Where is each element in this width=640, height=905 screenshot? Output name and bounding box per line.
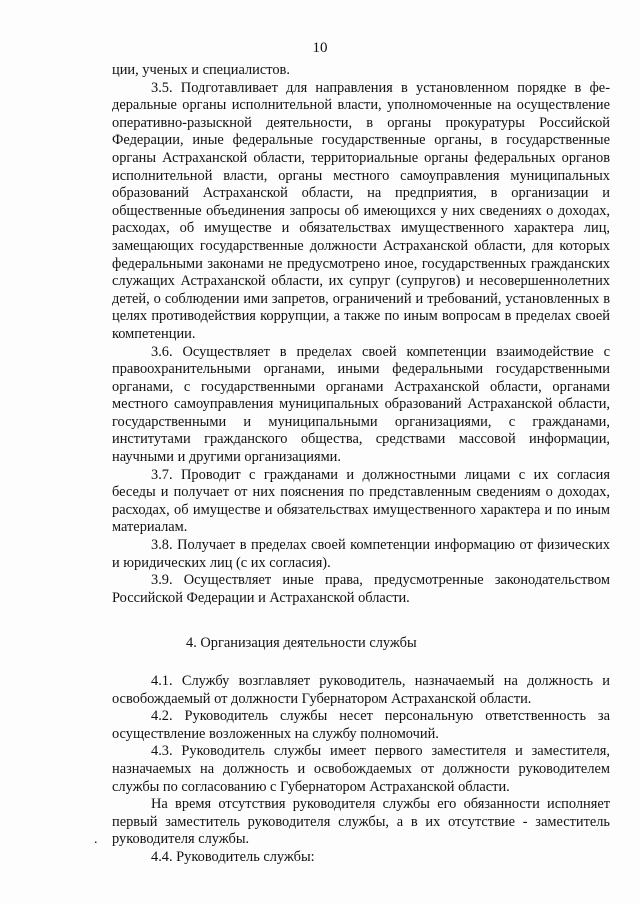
paragraph-3-9: 3.9. Осуществляет иные права, предусмотренные законодательством Российской Федерации и Астраханской области.: [112, 572, 610, 606]
paragraph-4-2: 4.2. Руководитель службы несет персональную ответственность за осуществление возложенных на службу полномочий.: [112, 708, 610, 742]
paragraph-3-8: 3.8. Получает в пределах своей компетенции информацию от физических и юридических лиц (с их согласия).: [112, 537, 610, 571]
section-heading: 4. Организация деятельности службы: [186, 635, 417, 652]
paragraph-3-6: 3.6. Осуществляет в пределах своей компетенции взаимодействие с правоохранительными органами, иными федеральными государственными органами, с государственными органами Астраханской области, органами местного самоуправления муниципальных образований Астраханской области, государственными и муниципальными организациями, с гражданами, институтами гражданского общества, средствами массовой информации, научными и другими организациями.: [112, 343, 610, 466]
paragraph-3-5: 3.5. Подготавливает для направления в установленном порядке в федеральные органы исполнительной власти, уполномоченные на осуществление оперативно-разыскной деятельности, в органы прокуратуры Российской Федерации, иные федеральные государственные органы, в государственные органы Астраханской области, территориальные органы федеральных органов исполнительной власти, органы местного самоуправления муниципальных образований Астраханской области, на предприятия, в организации и общественные объединения запросы об имеющихся у них сведениях о доходах, расходах, об имуществе и обязательствах имущественного характера лиц, замещающих государственные должности Астраханской области, для которых федеральными законами не предусмотрено иное, государственных гражданских служащих Астраханской области, их супруг (супругов) и несовершеннолетних детей, о соблюдении ими запретов, ограничений и требований, установленных в целях противодействия коррупции, а также по иным вопросам в пределах своей компетенции.: [112, 79, 610, 342]
page-number: 10: [312, 40, 328, 56]
paragraph-3-7: 3.7. Проводит с гражданами и должностными лицами с их согласия беседы и получает от них пояснения по представленным сведениям о доходах, расходах, об имуществе и обязательствах имущественного характера и по иным материалам.: [112, 466, 610, 536]
document-body: [112, 62, 610, 867]
paragraph-absence: На время отсутствия руководителя службы его обязанности исполняет первый заместитель руководителя службы, а в их отсутствие - заместитель руководителя службы.: [112, 796, 610, 848]
paragraph-4-4: 4.4. Руководитель службы:: [151, 848, 315, 865]
paragraph-4-1: 4.1. Службу возглавляет руководитель, назначаемый на должность и освобождаемый от должности Губернатором Астраханской области.: [112, 673, 610, 707]
paragraph-continuation: ции, ученых и специалистов.: [112, 62, 290, 78]
stray-mark: .: [94, 832, 98, 847]
paragraph-4-3: 4.3. Руководитель службы имеет первого заместителя и заместителя, назначаемых на должность и освобождаемых от должности руководителем службы по согласованию с Губернатором Астраханской области.: [112, 743, 610, 795]
